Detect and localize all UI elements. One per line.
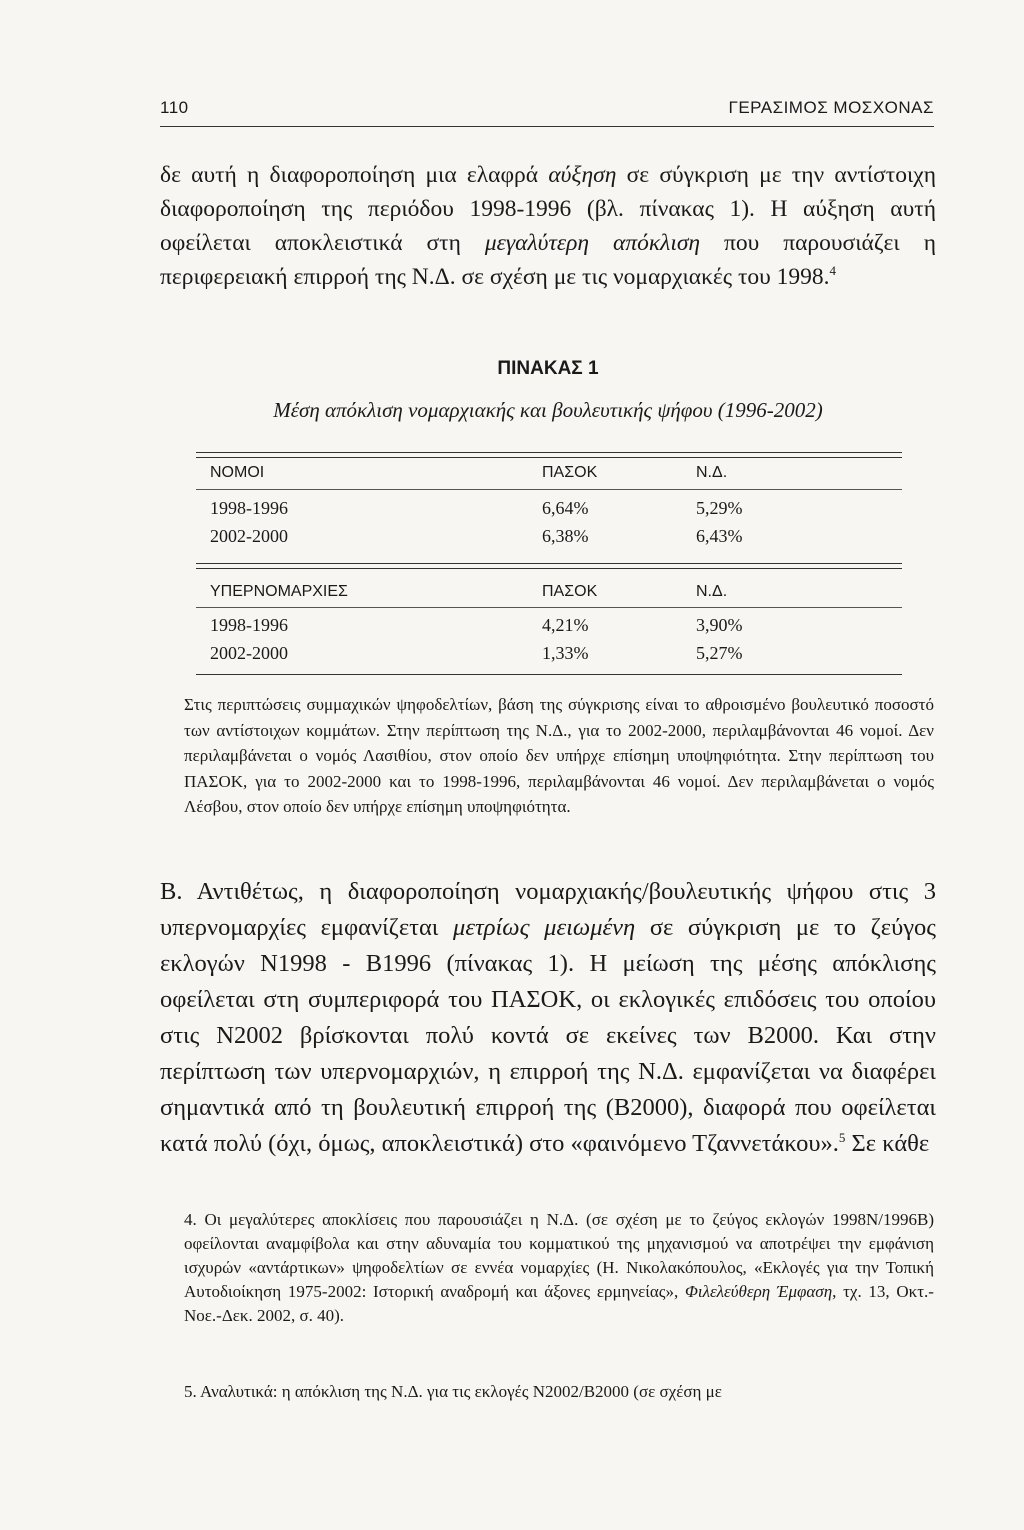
body-paragraph-1 <box>160 158 936 294</box>
table-row <box>210 639 900 667</box>
table-header-row <box>210 578 900 606</box>
column-header: Ν.Δ. <box>696 464 728 481</box>
column-header: Ν.Δ. <box>696 583 728 600</box>
emphasis-text: μεγαλύτερη απόκλιση <box>484 230 701 256</box>
paragraph-text: που παρουσιάζει η περιφερειακή επιρροή της Ν.Δ. σε σχέση με τις νομαρχιακές του 1998. <box>160 230 936 290</box>
column-header: ΠΑΣΟΚ <box>542 583 598 600</box>
column-header: ΝΟΜΟΙ <box>210 464 265 481</box>
paragraph-text: Σε κάθε <box>845 1130 930 1157</box>
table-row <box>210 522 900 550</box>
table-label: ΠΙΝΑΚΑΣ 1 <box>497 358 599 379</box>
table-cell: 6,38% <box>542 526 589 546</box>
paragraph-text: δε αυτή η διαφοροποίηση μια ελαφρά <box>160 162 549 188</box>
table-cell: 2002-2000 <box>210 526 288 546</box>
table-rule <box>196 607 902 608</box>
table-rule <box>196 452 902 453</box>
paragraph-text: Β. Αντιθέτως, η διαφοροποίηση νομαρχιακής/βουλευτικής ψήφου στις 3 υπερνομαρχίες εμφανίζεται <box>160 878 936 941</box>
column-header: ΠΑΣΟΚ <box>542 464 598 481</box>
footnote-italic: Φιλελεύθερη Έμφαση <box>684 1282 833 1301</box>
table-cell: 5,27% <box>696 643 743 663</box>
table-header-row <box>210 459 900 487</box>
table-title: Μέση απόκλιση νομαρχιακής και βουλευτικής ψήφου (1996-2002) <box>273 398 823 422</box>
footnote-4 <box>184 1208 934 1328</box>
table-rule <box>196 563 902 564</box>
table-cell: 6,43% <box>696 526 743 546</box>
footnote-ref-4: 4 <box>829 263 837 279</box>
footnote-number: 5. <box>184 1382 197 1401</box>
table-row <box>210 494 900 522</box>
table-rule <box>196 457 902 458</box>
table-cell: 6,64% <box>542 498 589 518</box>
footnote-ref-5: 5 <box>838 1129 846 1145</box>
footnote-text: , τχ. 13, Οκτ.-Νοε.-Δεκ. 2002, σ. 40). <box>184 1282 934 1325</box>
table-rule <box>196 489 902 490</box>
table-note: Στις περιπτώσεις συμμαχικών ψηφοδελτίων, βάση της σύγκρισης είναι το αθροισμένο βουλευτικό ποσοστό των αντίστοιχων κομμάτων. Στην περίπτωση της Ν.Δ., για το 2002-2000, περιλαμβάνονται 46 νομοί. Δεν περιλαμβάνεται ο νομός Λασιθίου, στον οποίο δεν υπήρχε επίσημη υποψηφιότητα. Στην περίπτωση του ΠΑΣΟΚ, για το 2002-2000 και το 1998-1996, περιλαμβάνονται 46 νομοί. Δεν περιλαμβάνεται ο νομός Λέσβου, στον οποίο δεν υπήρχε επίσημη υποψηφιότητα. <box>184 695 934 816</box>
table-row <box>210 611 900 639</box>
running-head <box>160 98 934 118</box>
table-rule <box>196 674 902 675</box>
table-cell: 5,29% <box>696 498 743 518</box>
paragraph-text: σε σύγκριση με την αντίστοιχη διαφοροποίηση της περιόδου 1998-1996 (βλ. πίνακας 1). Η αύξηση αυτή οφείλεται αποκλειστικά στη <box>160 162 936 256</box>
paragraph-text: σε σύγκριση με το ζεύγος εκλογών Ν1998 - Β1996 (πίνακας 1). Η μείωση της μέσης απόκλισης οφείλεται στη συμπεριφορά του ΠΑΣΟΚ, οι εκλογικές επιδόσεις του οποίου στις Ν2002 βρίσκονται πολύ κοντά σε εκείνες των Β2000. Και στην περίπτωση των υπερνομαρχιών, η επιρροή της Ν.Δ. εμφανίζεται να διαφέρει σημαντικά από τη βουλευτική επιρροή της (Β2000), διαφορά που οφείλεται κατά πολύ (όχι, όμως, αποκλειστικά) στο «φαινόμενο Τζαννετάκου». <box>160 914 936 1157</box>
footnote-5 <box>184 1380 934 1404</box>
table-rule <box>196 568 902 569</box>
table-cell: 1998-1996 <box>210 498 288 518</box>
page-number: 110 <box>160 98 189 117</box>
table-cell: 3,90% <box>696 615 743 635</box>
footnote-text: Αναλυτικά: η απόκλιση της Ν.Δ. για τις εκλογές Ν2002/Β2000 (σε σχέση με <box>196 1382 722 1401</box>
body-paragraph-2 <box>160 874 936 1162</box>
table-cell: 1998-1996 <box>210 615 288 635</box>
footnote-text: Οι μεγαλύτερες αποκλίσεις που παρουσιάζει η Ν.Δ. (σε σχέση με το ζεύγος εκλογών 1998Ν/1996Β) οφείλονται αναμφίβολα και στην αδυναμία του κομματικού της μηχανισμού να αποτρέψει την εμφάνιση ισχυρών «αντάρτικων» ψηφοδελτίων σε εννέα νομαρχίες (Η. Νικολακόπουλος, «Εκλογές για την Τοπική Αυτοδιοίκηση 1975-2002: Ιστορική αναδρομή και άξονες ερμηνείας», <box>184 1210 934 1301</box>
table-cell: 2002-2000 <box>210 643 288 663</box>
emphasis-text: μετρίως μειωμένη <box>453 914 636 941</box>
emphasis-text: αύξηση <box>548 162 617 188</box>
table-cell: 1,33% <box>542 643 589 663</box>
footnote-number: 4. <box>184 1210 197 1229</box>
author-name: ΓΕΡΑΣΙΜΟΣ ΜΟΣΧΟΝΑΣ <box>728 98 934 117</box>
table-cell: 4,21% <box>542 615 589 635</box>
header-rule <box>160 126 934 127</box>
column-header: ΥΠΕΡΝΟΜΑΡΧΙΕΣ <box>210 583 348 600</box>
